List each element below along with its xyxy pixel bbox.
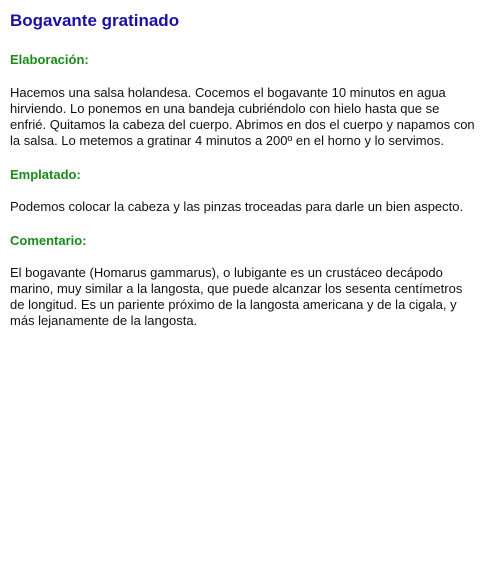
section-text-elaboracion: Hacemos una salsa holandesa. Cocemos el bogavante 10 minutos en agua hirviendo. Lo ponemos en una bandeja cubriéndolo con hielo hasta que se enfrié. Quitamos la cabeza del cuerpo. Abrimos en dos el cuerpo y napamos con la salsa. Lo metemos a gratinar 4 minutos a 200º en el horno y lo servimos. — [10, 85, 475, 148]
section-heading-emplatado: Emplatado: — [10, 167, 81, 182]
section-text-comentario: El bogavante (Homarus gammarus), o lubigante es un crustáceo decápodo marino, muy similar a la langosta, que puede alcanzar los sesenta centímetros de longitud. Es un pariente próximo de la langosta americana y de la cigala, y más lejanamente de la langosta. — [10, 265, 463, 328]
section-text-emplatado: Podemos colocar la cabeza y las pinzas troceadas para darle un bien aspecto. — [10, 199, 464, 214]
section-heading-elaboracion: Elaboración: — [10, 52, 89, 67]
page-title: Bogavante gratinado — [10, 11, 180, 30]
section-heading-comentario: Comentario: — [10, 233, 87, 248]
